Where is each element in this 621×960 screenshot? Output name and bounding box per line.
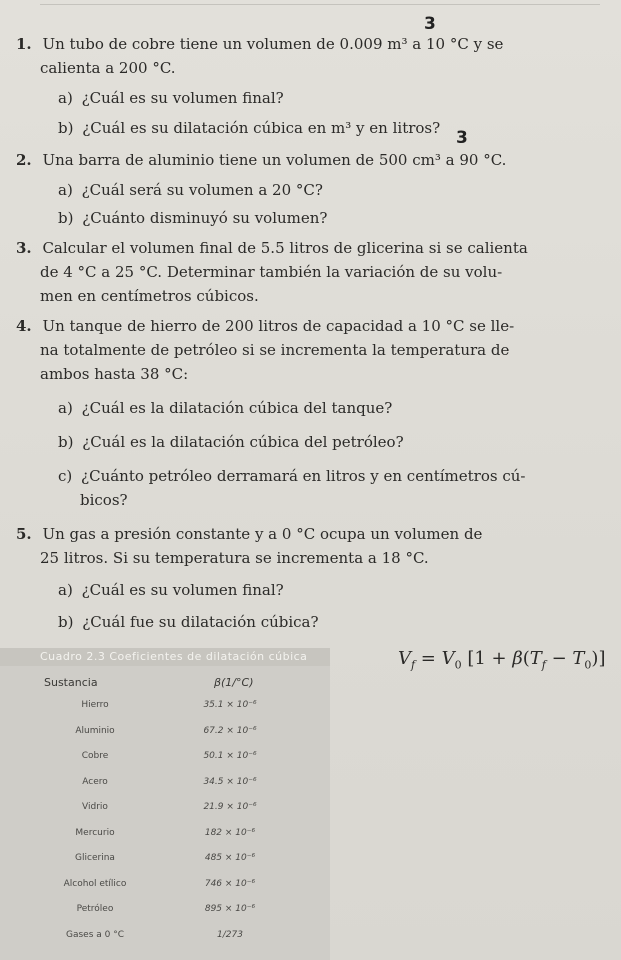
sub-label: b) <box>58 209 74 227</box>
coefficient-value: 895 × 10⁻⁶ <box>204 904 256 914</box>
coefficient-value: 21.9 × 10⁻⁶ <box>203 802 257 812</box>
coefficient-value: 50.1 × 10⁻⁶ <box>203 751 257 761</box>
problem-4-sub-a <box>58 398 392 418</box>
sub-label: a) <box>58 581 73 599</box>
problem-5-sub-b <box>58 612 319 632</box>
substance-name: Vidrio <box>82 802 108 812</box>
problem-2-text-1: Una barra de aluminio tiene un volumen de 500 cm³ a 90 °C. <box>42 151 507 169</box>
coefficients-table <box>0 648 330 960</box>
sub-text: ¿Cuál fue su dilatación cúbica? <box>82 613 319 631</box>
table-header-substance: Sustancia <box>44 676 98 689</box>
sub-label: b) <box>58 613 74 631</box>
substance-name: Alcohol etílico <box>63 878 127 889</box>
problem-5-line-2: 25 litros. Si su temperatura se incrementa a 18 °C. <box>40 549 429 567</box>
substance-name: Petróleo <box>76 904 114 914</box>
sub-label: b) <box>58 433 74 451</box>
problem-1-sub-b <box>58 118 440 138</box>
sub-label: b) <box>58 119 74 137</box>
table-row <box>0 726 330 748</box>
problem-4-line-1 <box>16 316 514 336</box>
coefficient-value: 746 × 10⁻⁶ <box>204 878 256 889</box>
coefficient-value: 67.2 × 10⁻⁶ <box>203 725 257 736</box>
problem-5-number: 5. <box>16 525 32 543</box>
problem-1-number: 1. <box>16 35 32 53</box>
sub-text: ¿Cuál será su volumen a 20 °C? <box>81 181 323 199</box>
problem-4-sub-c-cont: bicos? <box>80 491 128 509</box>
coefficient-value: 485 × 10⁻⁶ <box>204 853 256 863</box>
problem-3-number: 3. <box>16 239 32 257</box>
problem-2-line-1 <box>16 150 506 170</box>
table-row <box>0 879 330 901</box>
coefficient-value: 34.5 × 10⁻⁶ <box>203 776 257 787</box>
table-row <box>0 751 330 773</box>
sub-text: ¿Cuál es su volumen final? <box>81 581 284 599</box>
sub-text: ¿Cuál es su volumen final? <box>81 89 284 107</box>
problem-4-text-1: Un tanque de hierro de 200 litros de capacidad a 10 °C se lle- <box>42 317 515 335</box>
problem-3-line-1 <box>16 238 528 258</box>
table-header-beta: β(1/°C) <box>214 676 254 689</box>
sub-text: ¿Cuánto disminuyó su volumen? <box>82 209 328 227</box>
sub-label: a) <box>58 89 73 107</box>
table-row <box>0 828 330 850</box>
problem-4-sub-b <box>58 432 404 452</box>
problem-3-line-3: men en centímetros cúbicos. <box>40 287 259 305</box>
substance-name: Glicerina <box>75 853 115 863</box>
substance-name: Hierro <box>81 700 109 710</box>
substance-name: Gases a 0 °C <box>65 929 124 940</box>
problem-1-line-1 <box>16 34 503 54</box>
sub-label: a) <box>58 181 73 199</box>
problem-4-line-2: na totalmente de petróleo si se incrementa la temperatura de <box>40 341 510 359</box>
problem-1-line-2: calienta a 200 °C. <box>40 59 176 77</box>
problem-5-line-1 <box>16 524 482 544</box>
problem-2-number: 2. <box>16 151 32 169</box>
problem-4-sub-c <box>58 466 525 486</box>
problem-4-number: 4. <box>16 317 32 335</box>
top-rule <box>40 4 600 5</box>
problem-2-sub-a <box>58 180 323 200</box>
problem-5-sub-a <box>58 580 284 600</box>
problem-2-sub-b <box>58 208 327 228</box>
sub-label: a) <box>58 399 73 417</box>
handwritten-mark-2: 3 <box>456 128 468 148</box>
table-row <box>0 853 330 875</box>
table-row <box>0 700 330 722</box>
problem-5-text-1: Un gas a presión constante y a 0 °C ocupa un volumen de <box>42 525 483 543</box>
sub-text: ¿Cuánto petróleo derramará en litros y en centímetros cú- <box>81 467 526 485</box>
sub-text: ¿Cuál es su dilatación cúbica en m³ y en litros? <box>82 119 441 137</box>
problem-3-line-2: de 4 °C a 25 °C. Determinar también la variación de su volu- <box>40 263 503 281</box>
table-row <box>0 930 330 952</box>
table-row <box>0 802 330 824</box>
table-row <box>0 777 330 799</box>
sub-label: c) <box>58 467 73 485</box>
handwritten-mark-1: 3 <box>424 14 436 34</box>
problem-4-line-3: ambos hasta 38 °C: <box>40 365 189 383</box>
problem-1-sub-a <box>58 88 284 108</box>
table-row <box>0 904 330 926</box>
problem-1-text-1: Un tubo de cobre tiene un volumen de 0.009 m³ a 10 °C y se <box>42 35 504 53</box>
coefficient-value: 182 × 10⁻⁶ <box>204 827 256 838</box>
substance-name: Mercurio <box>75 827 115 838</box>
table-title: Cuadro 2.3 Coeficientes de dilatación cúbica <box>0 648 330 666</box>
problem-3-text-1: Calcular el volumen final de 5.5 litros de glicerina si se calienta <box>42 239 528 257</box>
substance-name: Cobre <box>81 751 109 761</box>
coefficient-value: 1/273 <box>217 929 243 940</box>
sub-text: ¿Cuál es la dilatación cúbica del petróleo? <box>82 433 404 451</box>
substance-name: Aluminio <box>75 725 115 736</box>
substance-name: Acero <box>82 776 108 787</box>
coefficient-value: 35.1 × 10⁻⁶ <box>203 700 257 710</box>
volume-expansion-formula: $V_f = V_0$ $[1 + \beta(T_f - T_0)]$ <box>398 648 606 672</box>
sub-text: ¿Cuál es la dilatación cúbica del tanque? <box>81 399 393 417</box>
